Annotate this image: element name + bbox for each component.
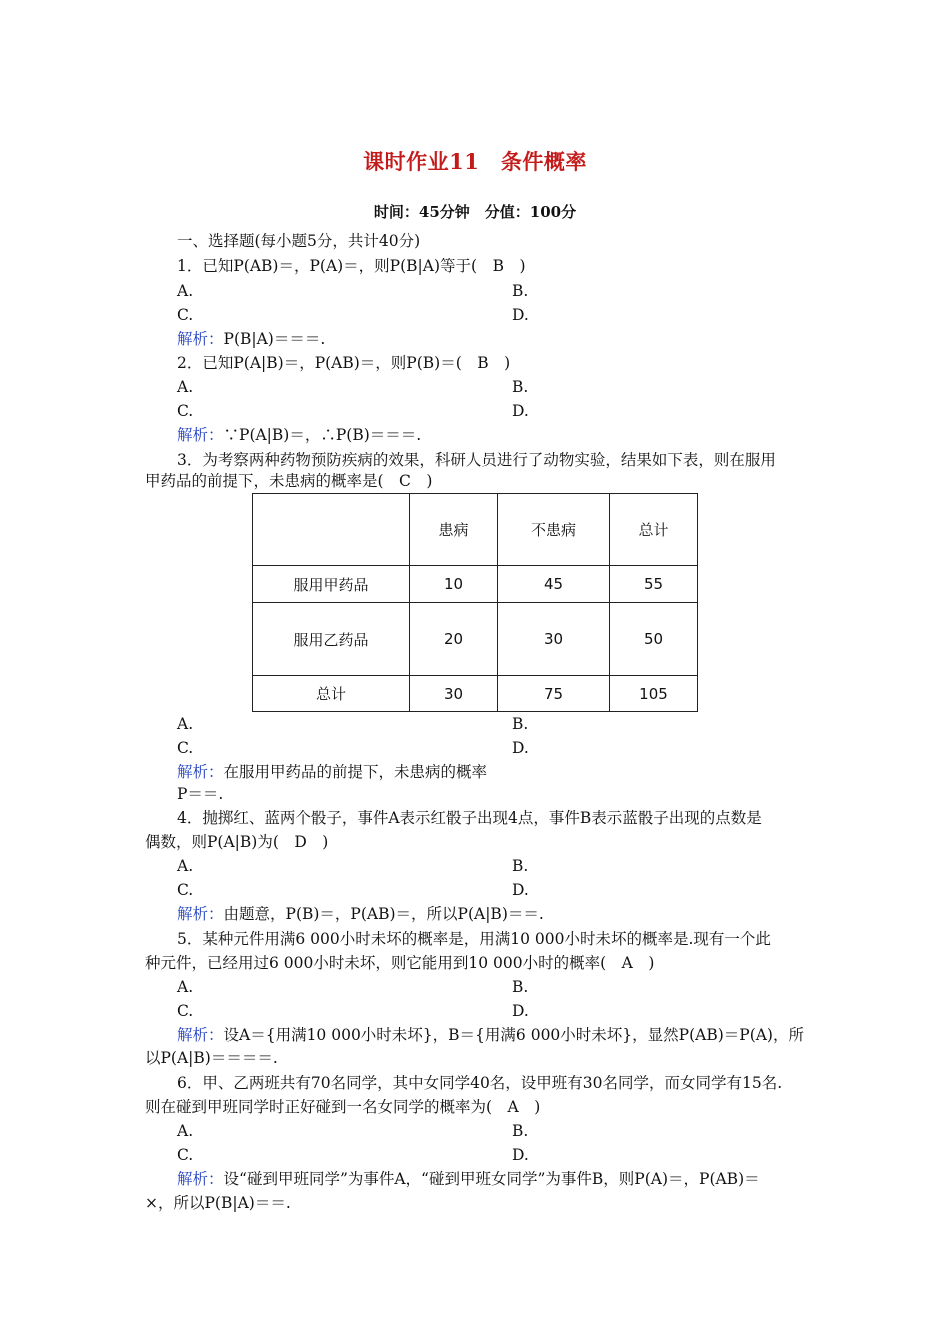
q5-option-d: D. <box>512 1002 529 1020</box>
question-4-stem-line1: 4．抛掷红、蓝两个骰子，事件A表示红骰子出现4点，事件B表示蓝骰子出现的点数是 <box>177 809 762 827</box>
question-5-stem-line1: 5．某种元件用满6 000小时未坏的概率是，用满10 000小时未坏的概率是.现有一个此 <box>177 930 771 948</box>
table-header-row <box>253 494 698 566</box>
q3-option-c: C. <box>177 739 194 757</box>
q4-option-b: B. <box>512 857 529 875</box>
table-cell: 服用乙药品 <box>253 603 410 676</box>
analysis-label: 解析： <box>177 905 224 923</box>
q6-option-c: C. <box>177 1146 194 1164</box>
table-header-cell: 患病 <box>410 494 498 566</box>
q1-option-d: D. <box>512 306 529 324</box>
table-header-cell: 总计 <box>610 494 698 566</box>
question-3-stem-line2: 甲药品的前提下，未患病的概率是( C ) <box>145 472 433 490</box>
q5-option-a: A. <box>177 978 194 996</box>
q4-option-c: C. <box>177 881 194 899</box>
q4-option-a: A. <box>177 857 194 875</box>
q1-analysis <box>177 328 325 350</box>
section-heading: 一、选择题(每小题5分，共计40分) <box>177 232 421 250</box>
drug-trial-table <box>252 493 698 712</box>
table-row <box>253 603 698 676</box>
analysis-label: 解析： <box>177 426 224 444</box>
question-6-stem-line1: 6．甲、乙两班共有70名同学，其中女同学40名，设甲班有30名同学，而女同学有15名. <box>177 1074 783 1092</box>
q2-option-d: D. <box>512 402 529 420</box>
q6-analysis <box>177 1168 760 1190</box>
q1-option-b: B. <box>512 282 529 300</box>
q4-option-d: D. <box>512 881 529 899</box>
q5-analysis-text: 设A＝{用满10 000小时未坏}，B＝{用满6 000小时未坏}，显然P(AB)＝P(A)，所 <box>223 1026 804 1044</box>
analysis-label: 解析： <box>177 1026 224 1044</box>
q3-option-a: A. <box>177 715 194 733</box>
q2-option-c: C. <box>177 402 194 420</box>
q2-option-b: B. <box>512 378 529 396</box>
q3-analysis-text: 在服用甲药品的前提下，未患病的概率 <box>223 763 488 781</box>
table-header-cell: 不患病 <box>498 494 610 566</box>
question-4-stem-line2: 偶数，则P(A|B)为( D ) <box>145 833 329 851</box>
q4-analysis <box>177 903 544 925</box>
q6-option-b: B. <box>512 1122 529 1140</box>
q1-option-c: C. <box>177 306 194 324</box>
q2-analysis-text: ∵P(A|B)＝，∴P(B)＝＝＝. <box>223 426 422 444</box>
question-6-stem-line2: 则在碰到甲班同学时正好碰到一名女同学的概率为( A ) <box>145 1098 541 1116</box>
q5-analysis <box>177 1024 804 1046</box>
table-cell: 45 <box>498 566 610 603</box>
q3-analysis <box>177 761 487 783</box>
q2-option-a: A. <box>177 378 194 396</box>
q2-analysis <box>177 424 421 446</box>
time-score-line: 时间：45分钟 分值：100分 <box>373 203 577 221</box>
q3-option-b: B. <box>512 715 529 733</box>
table-cell: 10 <box>410 566 498 603</box>
analysis-label: 解析： <box>177 1170 224 1188</box>
table-row <box>253 676 698 712</box>
q6-analysis-line2: ×，所以P(B|A)＝＝. <box>145 1194 291 1212</box>
q1-analysis-text: P(B|A)＝＝＝. <box>223 330 326 348</box>
question-3-stem-line1: 3．为考察两种药物预防疾病的效果，科研人员进行了动物实验，结果如下表，则在服用 <box>177 451 776 469</box>
table-cell: 55 <box>610 566 698 603</box>
q6-option-d: D. <box>512 1146 529 1164</box>
question-5-stem-line2: 种元件，已经用过6 000小时未坏，则它能用到10 000小时的概率( A ) <box>145 954 655 972</box>
q6-option-a: A. <box>177 1122 194 1140</box>
table-cell: 30 <box>498 603 610 676</box>
analysis-label: 解析： <box>177 330 224 348</box>
q5-option-b: B. <box>512 978 529 996</box>
q3-option-d: D. <box>512 739 529 757</box>
table-cell: 20 <box>410 603 498 676</box>
question-2-stem: 2．已知P(A|B)＝，P(AB)＝，则P(B)＝( B ) <box>177 354 511 372</box>
table-header-cell <box>253 494 410 566</box>
table-cell: 50 <box>610 603 698 676</box>
q3-analysis-line2: P＝＝. <box>177 785 224 803</box>
q5-analysis-line2: 以P(A|B)＝＝＝＝. <box>145 1049 278 1067</box>
table-cell: 总计 <box>253 676 410 712</box>
table-cell: 105 <box>610 676 698 712</box>
q6-analysis-text: 设“碰到甲班同学”为事件A，“碰到甲班女同学”为事件B，则P(A)＝，P(AB)＝ <box>223 1170 760 1188</box>
table-cell: 75 <box>498 676 610 712</box>
q5-option-c: C. <box>177 1002 194 1020</box>
page-title: 课时作业11 条件概率 <box>363 149 587 174</box>
table-cell: 30 <box>410 676 498 712</box>
table-row <box>253 566 698 603</box>
q4-analysis-text: 由题意，P(B)＝，P(AB)＝，所以P(A|B)＝＝. <box>223 905 544 923</box>
table-cell: 服用甲药品 <box>253 566 410 603</box>
analysis-label: 解析： <box>177 763 224 781</box>
question-1-stem: 1．已知P(AB)＝，P(A)＝，则P(B|A)等于( B ) <box>177 257 526 275</box>
q1-option-a: A. <box>177 282 194 300</box>
